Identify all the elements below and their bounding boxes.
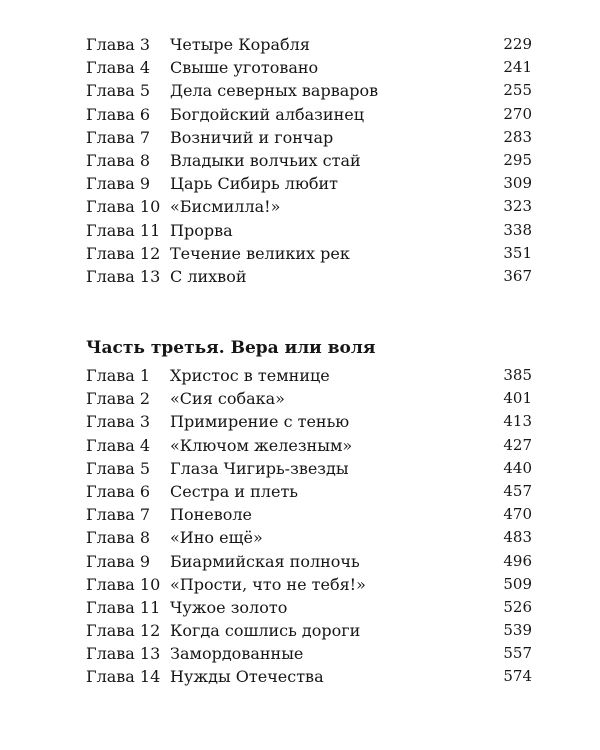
toc-entry[interactable] (0, 596, 600, 619)
page-number: 483 (503, 528, 532, 547)
page-number: 323 (503, 197, 532, 216)
chapter-number: Глава 10 (86, 197, 161, 217)
chapter-title: Возничий и гончар (170, 127, 334, 147)
chapter-title: Когда сошлись дороги (170, 621, 361, 641)
chapter-number: Глава 4 (86, 58, 151, 78)
toc-entry[interactable] (0, 387, 600, 410)
chapter-number: Глава 12 (86, 621, 161, 641)
toc-entry[interactable] (0, 434, 600, 457)
chapter-title: Дела северных варваров (170, 81, 379, 101)
toc-entry[interactable] (0, 503, 600, 526)
chapter-title: «Сия собака» (170, 389, 285, 409)
page-number: 351 (503, 243, 532, 262)
chapter-number: Глава 1 (86, 366, 151, 385)
page-number: 440 (503, 458, 532, 477)
page-number: 509 (503, 574, 532, 593)
page-number: 270 (503, 104, 532, 123)
chapter-number: Глава 7 (86, 127, 151, 147)
chapter-number: Глава 11 (86, 220, 161, 240)
toc-list-continued (0, 33, 600, 288)
toc-entry[interactable] (0, 642, 600, 665)
chapter-title: Владыки волчьих стай (170, 150, 361, 170)
toc-entry[interactable] (0, 56, 600, 79)
toc-entry[interactable] (0, 573, 600, 596)
page-number: 413 (503, 412, 532, 431)
chapter-number: Глава 2 (86, 389, 151, 409)
chapter-number: Глава 13 (86, 644, 161, 664)
chapter-number: Глава 8 (86, 528, 151, 548)
toc-entry[interactable] (0, 457, 600, 480)
toc-entry[interactable] (0, 480, 600, 503)
chapter-title: Замордованные (170, 644, 304, 664)
page-number: 526 (503, 597, 532, 616)
part-heading: Часть третья. Вера или воля (86, 338, 376, 358)
chapter-number: Глава 5 (86, 81, 151, 101)
toc-entry[interactable] (0, 79, 600, 102)
page-number: 385 (503, 366, 532, 384)
page-number: 283 (503, 127, 532, 146)
chapter-number: Глава 11 (86, 597, 161, 617)
chapter-title: «Ключом железным» (170, 435, 353, 455)
page-number: 401 (503, 389, 532, 408)
chapter-title: С лихвой (170, 266, 247, 286)
chapter-title: Глаза Чигирь-звезды (170, 458, 349, 478)
chapter-title: Чужое золото (170, 597, 288, 617)
chapter-title: «Бисмилла!» (170, 197, 281, 217)
page-number: 295 (503, 150, 532, 169)
chapter-number: Глава 6 (86, 104, 151, 124)
chapter-title: Течение великих рек (170, 243, 350, 263)
toc-entry[interactable] (0, 619, 600, 642)
chapter-title: Примирение с тенью (170, 412, 350, 432)
chapter-number: Глава 10 (86, 574, 161, 594)
toc-entry[interactable] (0, 103, 600, 126)
toc-entry[interactable] (0, 526, 600, 549)
toc-entry[interactable] (0, 33, 600, 56)
chapter-number: Глава 9 (86, 551, 151, 571)
toc-entry[interactable] (0, 364, 600, 387)
toc-entry[interactable] (0, 126, 600, 149)
page-number: 229 (503, 35, 532, 53)
chapter-title: Сестра и плеть (170, 481, 298, 501)
chapter-number: Глава 13 (86, 266, 161, 286)
chapter-title: Богдойский албазинец (170, 104, 364, 124)
toc-entry[interactable] (0, 149, 600, 172)
toc-entry[interactable] (0, 665, 600, 688)
chapter-title: «Ино ещё» (170, 528, 263, 548)
page-number: 309 (503, 174, 532, 193)
chapter-number: Глава 3 (86, 412, 151, 432)
page-number: 338 (503, 220, 532, 239)
chapter-number: Глава 4 (86, 435, 151, 455)
toc-entry[interactable] (0, 172, 600, 195)
chapter-number: Глава 8 (86, 150, 151, 170)
chapter-title: Поневоле (170, 505, 252, 525)
toc-entry[interactable] (0, 410, 600, 433)
chapter-title: Прорва (170, 220, 233, 240)
chapter-number: Глава 7 (86, 505, 151, 525)
page-number: 255 (503, 81, 532, 100)
toc-entry[interactable] (0, 265, 600, 288)
page-number: 427 (503, 435, 532, 454)
chapter-title: Нужды Отечества (170, 667, 324, 687)
page-number: 557 (503, 644, 532, 663)
toc-entry[interactable] (0, 219, 600, 242)
chapter-title: Биармийская полночь (170, 551, 360, 571)
page-number: 457 (503, 481, 532, 500)
chapter-number: Глава 6 (86, 481, 151, 501)
chapter-title: Свыше уготовано (170, 58, 319, 78)
chapter-title: Четыре Корабля (170, 35, 310, 54)
chapter-number: Глава 9 (86, 174, 151, 194)
chapter-title: Царь Сибирь любит (170, 174, 339, 194)
page-number: 470 (503, 505, 532, 524)
page-number: 539 (503, 621, 532, 640)
toc-entry[interactable] (0, 195, 600, 218)
chapter-title: Христос в темнице (170, 366, 330, 385)
toc-list-part-three (0, 364, 600, 689)
chapter-number: Глава 14 (86, 667, 161, 687)
chapter-number: Глава 12 (86, 243, 161, 263)
chapter-number: Глава 5 (86, 458, 151, 478)
page-number: 496 (503, 551, 532, 570)
page-number: 574 (503, 667, 532, 686)
toc-entry[interactable] (0, 242, 600, 265)
toc-entry[interactable] (0, 550, 600, 573)
chapter-title: «Прости, что не тебя!» (170, 574, 366, 594)
chapter-number: Глава 3 (86, 35, 151, 54)
page-number: 241 (503, 58, 532, 77)
page-number: 367 (503, 266, 532, 285)
